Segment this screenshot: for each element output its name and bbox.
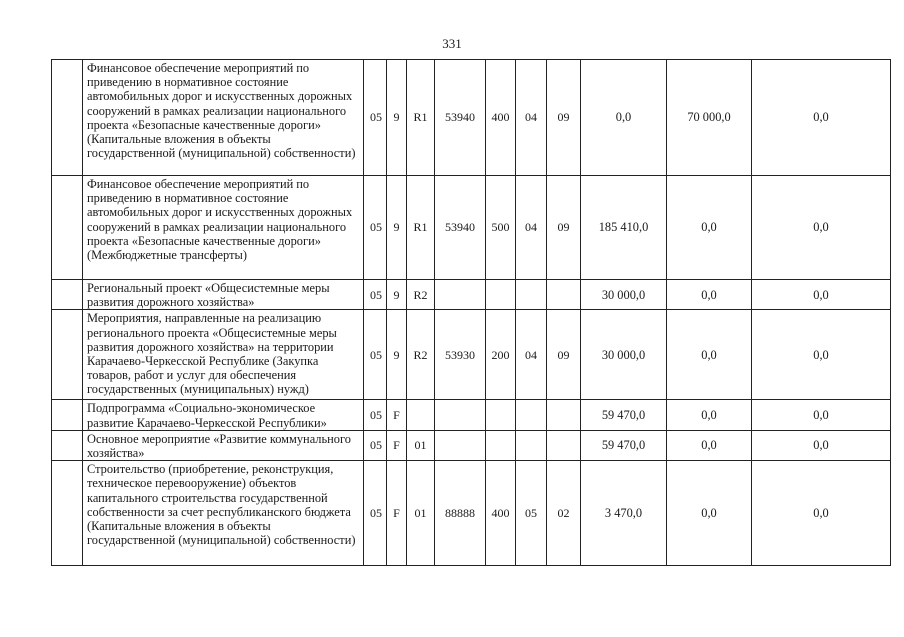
budget-table (51, 59, 891, 566)
code-cell (435, 280, 486, 310)
code-cell: 05 (364, 310, 387, 400)
code-cell: 9 (387, 60, 407, 176)
code-cell: 04 (516, 176, 547, 280)
code-cell: 04 (516, 60, 547, 176)
table-row (52, 310, 891, 400)
code-cell: 09 (547, 60, 581, 176)
amount-cell: 0,0 (752, 60, 891, 176)
code-cell: 9 (387, 280, 407, 310)
code-cell (547, 280, 581, 310)
row-description: Финансовое обеспечение мероприятий по приведению в нормативное состояние автомобильных дорог и искусственных дорожных сооружений в рамках реализации национального проекта «Безопасные качественные дороги» (Межбюджетные трансферты) (83, 176, 364, 280)
empty-cell (52, 60, 83, 176)
empty-cell (52, 310, 83, 400)
code-cell (407, 400, 435, 430)
table-row (52, 280, 891, 310)
code-cell: F (387, 461, 407, 566)
row-description: Региональный проект «Общесистемные меры развития дорожного хозяйства» (83, 280, 364, 310)
table-row (52, 60, 891, 176)
amount-cell: 0,0 (667, 176, 752, 280)
page-number: 331 (442, 36, 462, 51)
amount-cell: 185 410,0 (581, 176, 667, 280)
code-cell: R2 (407, 280, 435, 310)
amount-cell: 0,0 (752, 400, 891, 430)
code-cell: F (387, 430, 407, 460)
amount-cell: 0,0 (667, 400, 752, 430)
code-cell: 53930 (435, 310, 486, 400)
code-cell (516, 400, 547, 430)
amount-cell: 3 470,0 (581, 461, 667, 566)
row-description: Подпрограмма «Социально-экономическое развитие Карачаево-Черкесской Республики» (83, 400, 364, 430)
code-cell: 09 (547, 176, 581, 280)
code-cell: R2 (407, 310, 435, 400)
empty-cell (52, 280, 83, 310)
row-description: Финансовое обеспечение мероприятий по приведению в нормативное состояние автомобильных дорог и искусственных дорожных сооружений в рамках реализации национального проекта «Безопасные качественные дороги» (Капитальные вложения в объекты государственной (муниципальной) собственности) (83, 60, 364, 176)
code-cell: 9 (387, 310, 407, 400)
code-cell: F (387, 400, 407, 430)
code-cell: 09 (547, 310, 581, 400)
code-cell: 05 (364, 176, 387, 280)
code-cell (486, 430, 516, 460)
amount-cell: 30 000,0 (581, 310, 667, 400)
code-cell: 400 (486, 60, 516, 176)
code-cell: 500 (486, 176, 516, 280)
amount-cell: 59 470,0 (581, 400, 667, 430)
code-cell (435, 400, 486, 430)
code-cell: 9 (387, 176, 407, 280)
row-description: Мероприятия, направленные на реализацию регионального проекта «Общесистемные меры развития дорожного хозяйства» на территории Карачаево-Черкесской Республике (Закупка товаров, работ и услуг для обеспечения государственных (муниципальных) нужд) (83, 310, 364, 400)
code-cell (516, 430, 547, 460)
amount-cell: 0,0 (667, 430, 752, 460)
amount-cell: 59 470,0 (581, 430, 667, 460)
amount-cell: 0,0 (581, 60, 667, 176)
code-cell: 200 (486, 310, 516, 400)
code-cell: 01 (407, 430, 435, 460)
code-cell: 04 (516, 310, 547, 400)
amount-cell: 0,0 (667, 310, 752, 400)
code-cell (435, 430, 486, 460)
table-row (52, 461, 891, 566)
empty-cell (52, 430, 83, 460)
code-cell (486, 280, 516, 310)
amount-cell: 0,0 (752, 310, 891, 400)
code-cell: 01 (407, 461, 435, 566)
code-cell (547, 400, 581, 430)
code-cell: 88888 (435, 461, 486, 566)
empty-cell (52, 176, 83, 280)
amount-cell: 0,0 (752, 280, 891, 310)
code-cell: 02 (547, 461, 581, 566)
empty-cell (52, 461, 83, 566)
table-row (52, 400, 891, 430)
amount-cell: 0,0 (667, 461, 752, 566)
empty-cell (52, 400, 83, 430)
table-row (52, 176, 891, 280)
code-cell: 53940 (435, 176, 486, 280)
code-cell: 05 (364, 400, 387, 430)
code-cell: R1 (407, 60, 435, 176)
code-cell: 400 (486, 461, 516, 566)
row-description: Основное мероприятие «Развитие коммунального хозяйства» (83, 430, 364, 460)
amount-cell: 70 000,0 (667, 60, 752, 176)
code-cell: 05 (516, 461, 547, 566)
code-cell: 05 (364, 461, 387, 566)
code-cell (486, 400, 516, 430)
amount-cell: 0,0 (752, 461, 891, 566)
code-cell: R1 (407, 176, 435, 280)
code-cell: 05 (364, 60, 387, 176)
row-description: Строительство (приобретение, реконструкция, техническое перевооружение) объектов капитального строительства государственной собственности за счет республиканского бюджета (Капитальные вложения в объекты государственной (муниципальной) собственности) (83, 461, 364, 566)
amount-cell: 30 000,0 (581, 280, 667, 310)
amount-cell: 0,0 (752, 176, 891, 280)
table-row (52, 430, 891, 460)
code-cell: 05 (364, 280, 387, 310)
code-cell (516, 280, 547, 310)
code-cell: 05 (364, 430, 387, 460)
code-cell (547, 430, 581, 460)
amount-cell: 0,0 (752, 430, 891, 460)
code-cell: 53940 (435, 60, 486, 176)
amount-cell: 0,0 (667, 280, 752, 310)
